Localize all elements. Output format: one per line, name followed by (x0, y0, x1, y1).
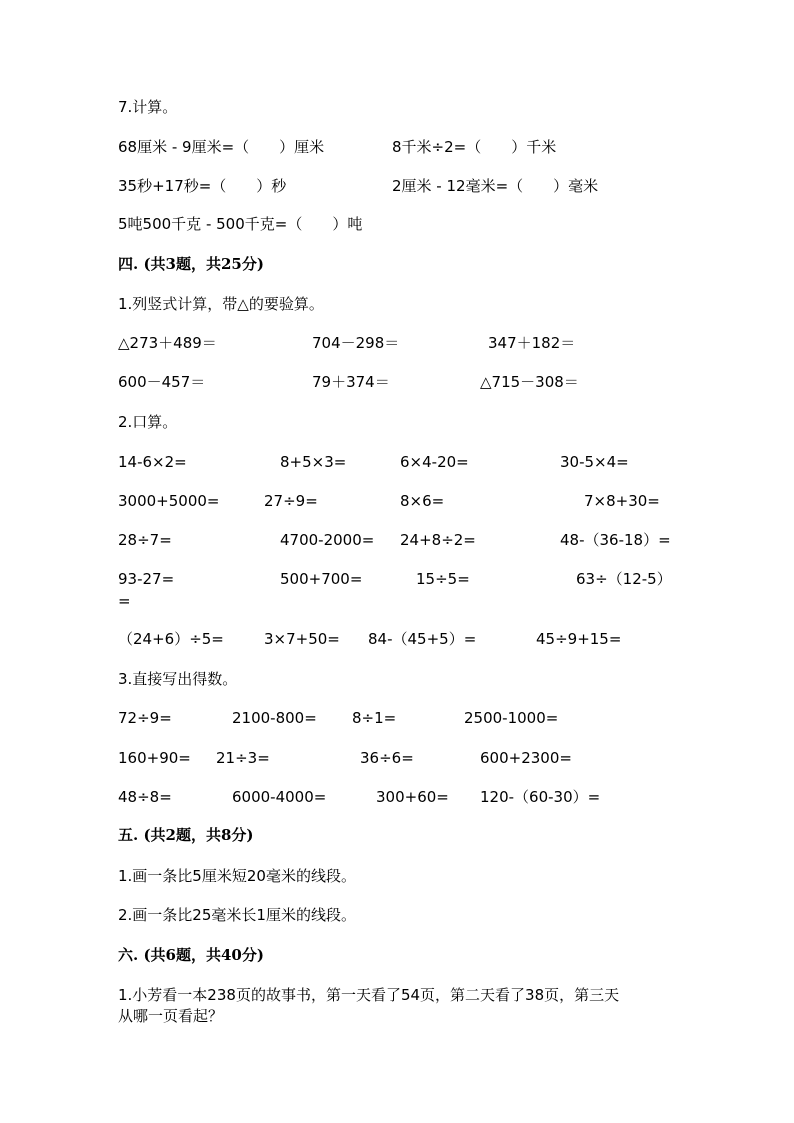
s4-q2-item: 8×6= (400, 492, 445, 510)
s4-q2-item: 3×7+50= (264, 630, 340, 648)
s4-q2-item: 3000+5000= (118, 492, 220, 510)
s4-q2-item: 6×4-20= (400, 453, 469, 471)
s4-q1-item: 347＋182＝ (488, 334, 576, 352)
s4-q2-item: 63÷（12-5） (576, 570, 672, 588)
section-5-heading: 五. (共2题，共8分) (118, 826, 254, 844)
s4-q3-title: 3.直接写出得数。 (118, 670, 238, 688)
s4-q3-item: 36÷6= (360, 749, 414, 767)
s4-q2-item: 8+5×3= (280, 453, 347, 471)
s4-q3-item: 21÷3= (216, 749, 270, 767)
q7-item: 2厘米 - 12毫米=（ ）毫米 (392, 177, 599, 195)
s4-q3-item: 72÷9= (118, 709, 172, 727)
s6-q1-line-1: 1.小芳看一本238页的故事书，第一天看了54页，第二天看了38页，第三天 (118, 986, 620, 1004)
s4-q1-item: 79＋374＝ (312, 373, 390, 391)
s4-q3-item: 160+90= (118, 749, 191, 767)
s4-q3-item: 120-（60-30）= (480, 788, 601, 806)
s4-q3-item: 8÷1= (352, 709, 397, 727)
s4-q2-item: 30-5×4= (560, 453, 629, 471)
s4-q3-item: 2100-800= (232, 709, 317, 727)
s4-q1-item: △715－308＝ (480, 373, 579, 391)
s4-q3-item: 6000-4000= (232, 788, 327, 806)
s6-q1-line-2: 从哪一页看起？ (118, 1007, 224, 1025)
s4-q1-item: 704－298＝ (312, 334, 400, 352)
s4-q2-item: 4700-2000= (280, 531, 375, 549)
s4-q2-item: 48-（36-18）= (560, 531, 671, 549)
s4-q2-title: 2.口算。 (118, 413, 178, 431)
s4-q2-item: 28÷7= (118, 531, 172, 549)
s5-item-1: 1.画一条比5厘米短20毫米的线段。 (118, 867, 356, 885)
s5-item-2: 2.画一条比25毫米长1厘米的线段。 (118, 906, 356, 924)
s4-q2-item: 93-27= (118, 570, 175, 588)
s4-q2-item: （24+6）÷5= (118, 630, 224, 648)
s4-q2-item: 500+700= (280, 570, 363, 588)
s4-q1-item: △273＋489＝ (118, 334, 217, 352)
s4-q2-item: 14-6×2= (118, 453, 187, 471)
s4-q2-item: 84-（45+5）= (368, 630, 477, 648)
s4-q2-item: 27÷9= (264, 492, 318, 510)
s4-q2-item: 45÷9+15= (536, 630, 622, 648)
section-6-heading: 六. (共6题，共40分) (118, 946, 264, 964)
s4-q3-item: 600+2300= (480, 749, 572, 767)
s4-q2-item: 15÷5= (416, 570, 470, 588)
s4-q3-item: 48÷8= (118, 788, 172, 806)
s4-q2-item: 24+8÷2= (400, 531, 476, 549)
s4-q1-item: 600－457＝ (118, 373, 206, 391)
section-4-heading: 四. (共3题，共25分) (118, 255, 264, 273)
s4-q1-title: 1.列竖式计算，带△的要验算。 (118, 295, 324, 313)
q7-item: 68厘米 - 9厘米=（ ）厘米 (118, 138, 325, 156)
s4-q3-item: 2500-1000= (464, 709, 559, 727)
s4-q2-item: = (118, 592, 131, 610)
q7-item: 35秒+17秒=（ ）秒 (118, 177, 287, 195)
q7-item: 8千米÷2=（ ）千米 (392, 138, 557, 156)
question-7-title: 7.计算。 (118, 98, 178, 116)
s4-q2-item: 7×8+30= (584, 492, 660, 510)
s4-q3-item: 300+60= (376, 788, 449, 806)
q7-item: 5吨500千克 - 500千克=（ ）吨 (118, 215, 363, 233)
